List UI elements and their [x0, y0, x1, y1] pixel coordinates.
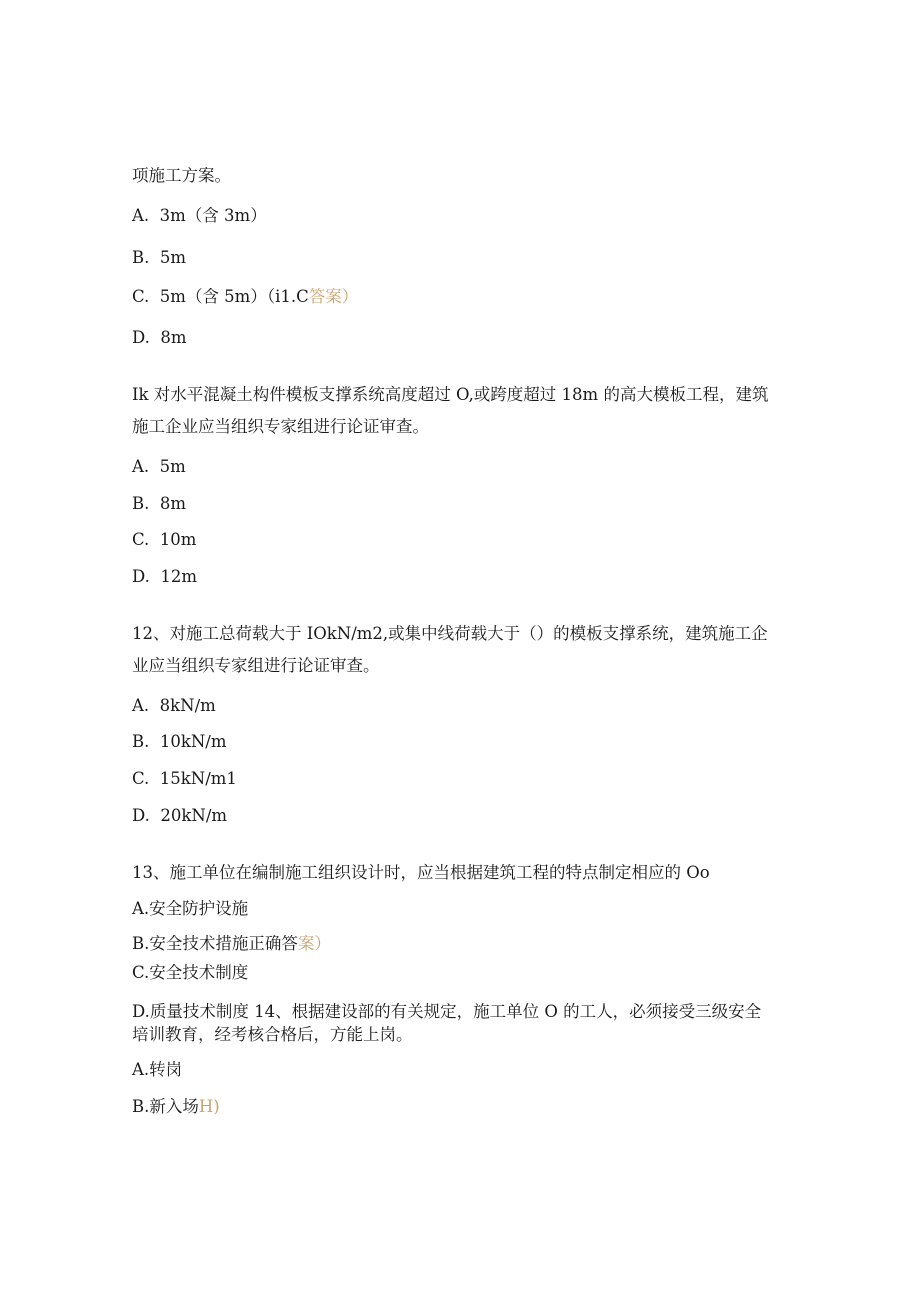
q13-option-a: A.安全防护设施: [132, 899, 249, 918]
q13-option-c: C.安全技术制度: [132, 963, 249, 982]
q14-option-a: A.转岗: [132, 1060, 183, 1079]
q10-option-b: [132, 248, 186, 268]
option-label: B.: [132, 732, 150, 751]
option-text: 10kN∕m: [159, 732, 227, 751]
option-label: D.: [132, 806, 150, 825]
q10-option-a: [132, 206, 267, 226]
q13-stem: 13、施工单位在编制施工组织设计时，应当根据建筑工程的特点制定相应的 Oo: [132, 863, 710, 882]
q11-option-b: [132, 494, 186, 514]
option-text: 20kN∕m: [160, 806, 228, 825]
answer-note: 答案）: [308, 287, 359, 306]
q12-option-b: [132, 732, 227, 752]
option-text: 8m: [160, 328, 187, 347]
option-label: C.: [132, 530, 150, 549]
option-text: 5m（含 5m）（i1.C: [159, 287, 309, 306]
q12-option-c: [132, 769, 237, 789]
option-label: A.: [132, 457, 150, 476]
option-text: 8m: [159, 494, 187, 513]
option-label: A.: [132, 696, 150, 715]
option-text: 5m: [159, 457, 186, 476]
option-label: C.: [132, 769, 150, 788]
q12-stem-line2: 业应当组织专家组进行论证审查。: [132, 656, 380, 675]
q11-stem-line1: Ik 对水平混凝土构件模板支撑系统高度超过 O,或跨度超过 18m 的高大模板工程，建筑: [132, 385, 769, 404]
option-label: A.: [132, 206, 150, 225]
q12-option-d: [132, 806, 227, 826]
option-label: B.: [132, 248, 150, 267]
option-text: 8kN∕m: [159, 696, 216, 715]
option-label: D.: [132, 328, 150, 347]
q10-option-d: [132, 328, 187, 348]
option-text: B.安全技术措施正确答: [132, 934, 298, 953]
q14-stem-line2: 培训教育，经考核合格后，方能上岗。: [132, 1025, 413, 1044]
option-label: B.: [132, 494, 150, 513]
q11-option-c: [132, 530, 196, 550]
q11-option-a: [132, 457, 186, 477]
q10-option-c: [132, 287, 358, 307]
q14-option-b: [132, 1097, 220, 1117]
answer-note: H): [198, 1097, 220, 1116]
option-label: D.: [132, 567, 150, 586]
option-text: 5m: [159, 248, 187, 267]
q12-option-a: [132, 696, 216, 716]
q13-option-d-q14-stem: D.质量技术制度 14、根据建设部的有关规定，施工单位 O 的工人，必须接受三级安全: [132, 1002, 762, 1021]
option-label: C.: [132, 287, 150, 306]
q11-stem-line2: 施工企业应当组织专家组进行论证审查。: [132, 417, 429, 436]
option-text: 3m（含 3m）: [159, 206, 267, 225]
q10-stem-tail: 项施工方案。: [132, 166, 231, 185]
option-text: 15kN∕m1: [159, 769, 237, 788]
answer-note: 案）: [297, 934, 331, 953]
option-text: 12m: [160, 567, 198, 586]
option-text: B.新入场: [132, 1097, 199, 1116]
q12-stem-line1: 12、对施工总荷载大于 IOkN/m2,或集中线荷载大于（）的模板支撑系统，建筑施工企: [132, 624, 768, 643]
q11-option-d: [132, 567, 197, 587]
q13-option-b: [132, 934, 331, 954]
option-text: 10m: [159, 530, 197, 549]
